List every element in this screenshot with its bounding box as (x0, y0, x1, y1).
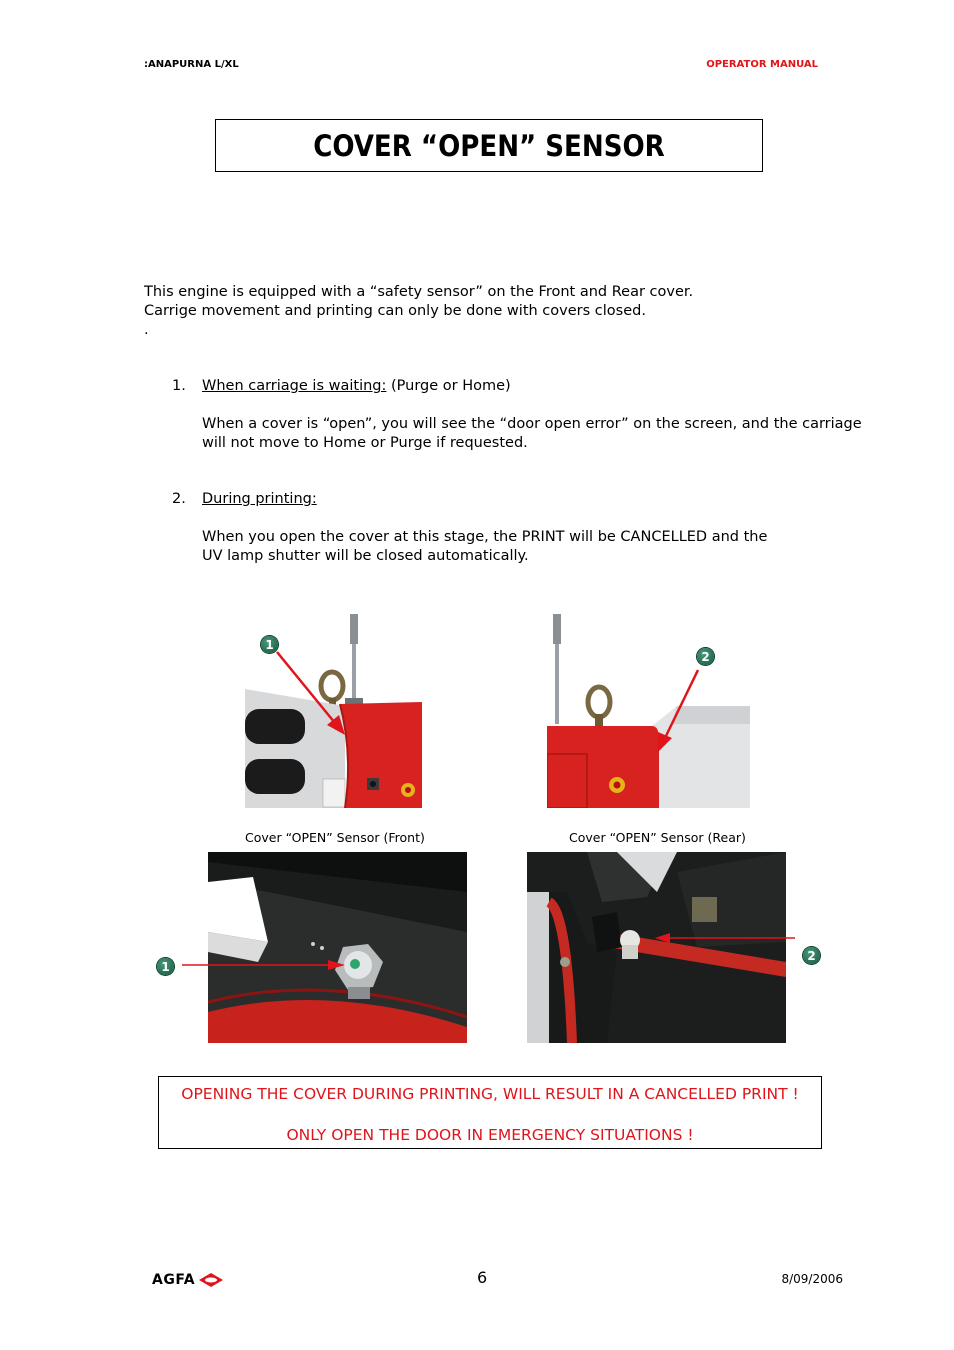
item-1-body-line-2: will not move to Home or Purge if requested. (202, 435, 528, 451)
warning-box (158, 1076, 822, 1149)
footer-date: 8/09/2006 (781, 1272, 843, 1286)
badge-2-top: 2 (697, 648, 714, 665)
item-2-body-line-2: UV lamp shutter will be closed automatically. (202, 548, 529, 564)
warning-line-2: ONLY OPEN THE DOOR IN EMERGENCY SITUATIONS ! (286, 1126, 694, 1144)
caption-front: Cover “OPEN” Sensor (Front) (245, 830, 425, 845)
page-title-box (215, 119, 763, 172)
intro-line-3: . (144, 322, 149, 338)
badge-1-bottom: 1 (157, 958, 174, 975)
item-2-number: 2. (172, 491, 186, 507)
page-title: COVER “OPEN” SENSOR (313, 128, 665, 163)
photo-front-sensor (208, 852, 467, 1043)
footer-logo (152, 1272, 224, 1288)
photo-rear-cover (547, 614, 750, 808)
intro-line-2: Carrige movement and printing can only be done with covers closed. (144, 303, 646, 319)
badge-1-top: 1 (261, 636, 278, 653)
item-1-number: 1. (172, 378, 186, 394)
item-1-heading-suffix: (Purge or Home) (386, 378, 511, 394)
header-product-name: :ANAPURNA L/XL (144, 59, 239, 70)
caption-rear: Cover “OPEN” Sensor (Rear) (569, 830, 746, 845)
agfa-wordmark: AGFA (152, 1272, 196, 1288)
warning-line-1: OPENING THE COVER DURING PRINTING, WILL RESULT IN A CANCELLED PRINT ! (181, 1085, 799, 1103)
header-manual-title: OPERATOR MANUAL (706, 59, 818, 70)
item-2-body-line-1: When you open the cover at this stage, the PRINT will be CANCELLED and the (202, 529, 768, 545)
agfa-rhombus-icon (198, 1272, 224, 1288)
item-1-body-line-1: When a cover is “open”, you will see the “door open error” on the screen, and the carriage (202, 416, 862, 432)
arrow-front-bottom (180, 955, 350, 975)
badge-2-bottom: 2 (803, 947, 820, 964)
page-number: 6 (477, 1268, 488, 1287)
intro-line-1: This engine is equipped with a “safety sensor” on the Front and Rear cover. (144, 284, 694, 300)
arrow-front-top (265, 640, 355, 740)
arrow-rear-top (650, 660, 710, 760)
arrow-rear-bottom (650, 928, 800, 948)
item-1-heading: When carriage is waiting: (202, 378, 387, 394)
item-1-heading-line (202, 377, 511, 396)
item-2-heading: During printing: (202, 491, 317, 507)
